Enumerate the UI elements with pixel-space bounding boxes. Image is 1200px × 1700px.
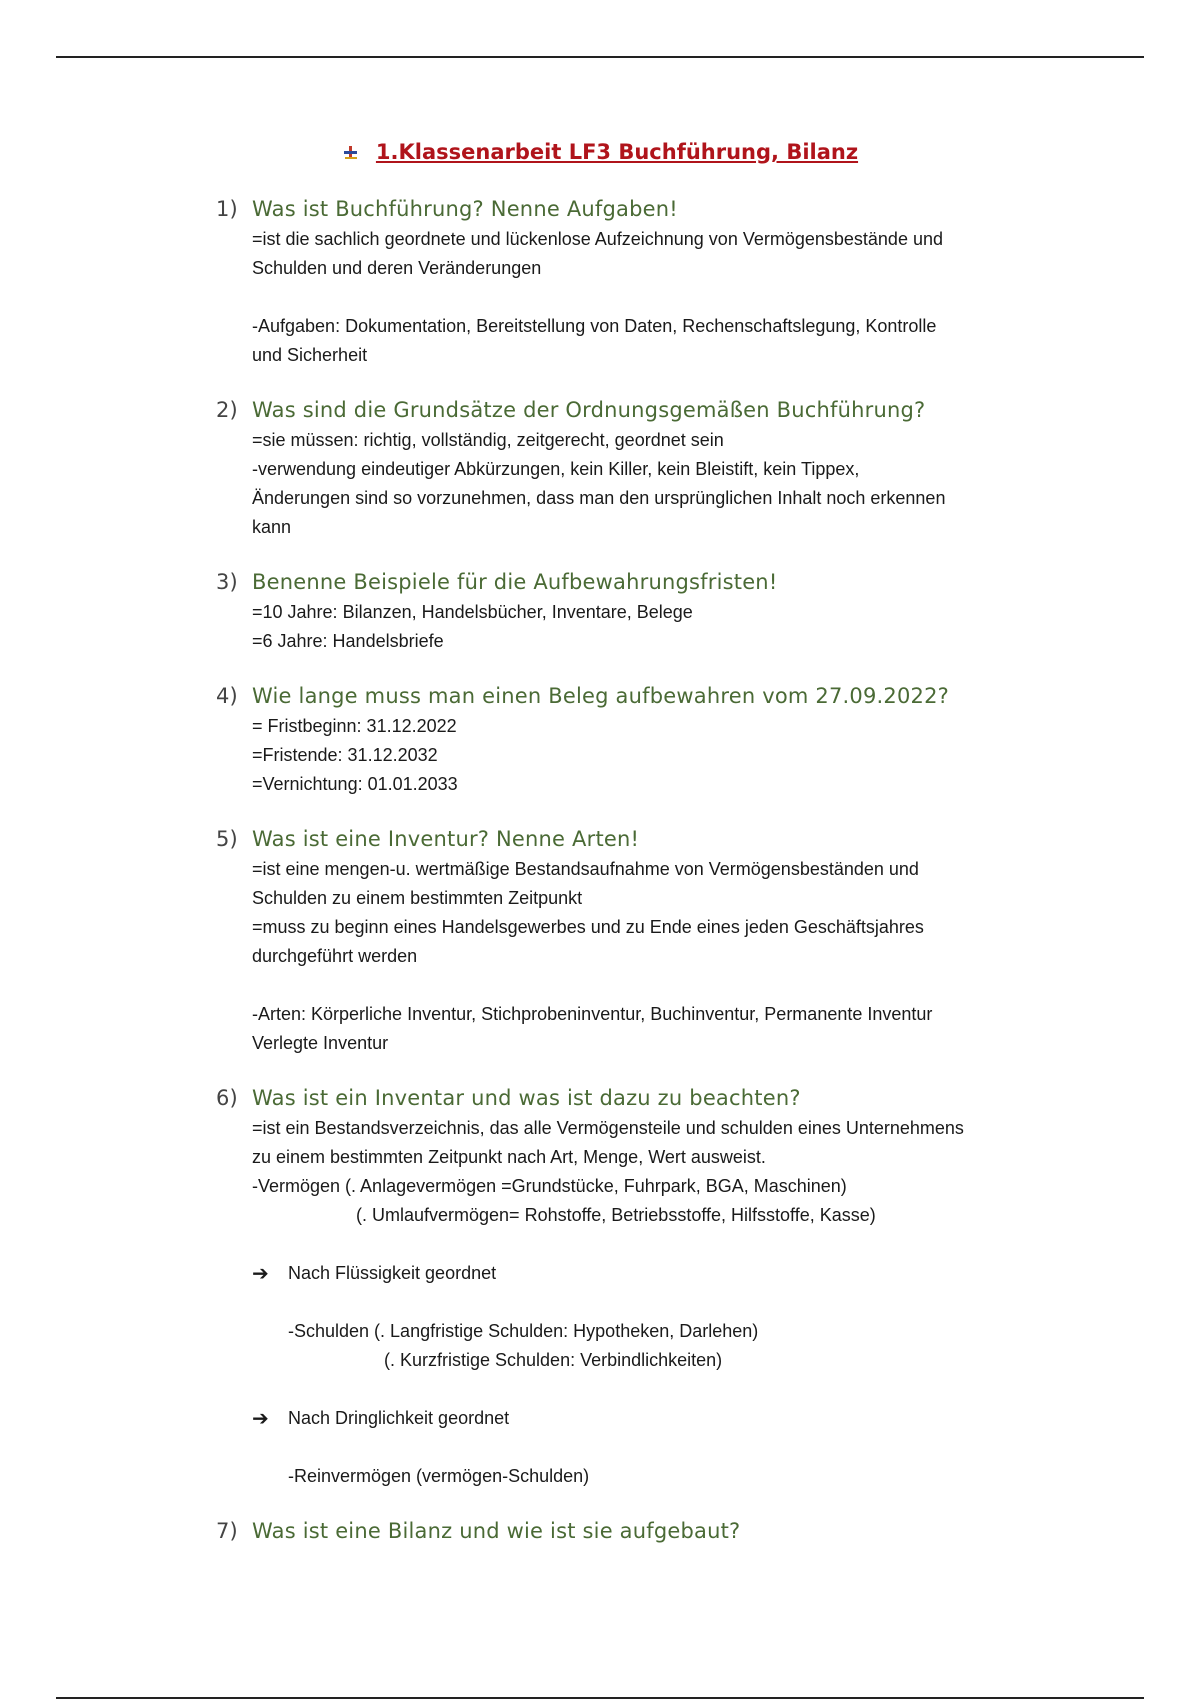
- answer-line: =6 Jahre: Handelsbriefe: [252, 631, 444, 651]
- right-arrow-icon: ➔: [252, 1261, 269, 1285]
- top-rule: [56, 56, 1144, 58]
- answer: [252, 225, 1056, 370]
- answer-line: -Aufgaben: Dokumentation, Bereitstellung von Daten, Rechenschaftslegung, Kontrolle: [252, 316, 937, 336]
- answer-line: Änderungen sind so vorzunehmen, dass man den ursprünglichen Inhalt noch erkennen: [252, 488, 946, 508]
- question-text: Was ist eine Inventur? Nenne Arten!: [252, 827, 640, 851]
- page-title: [0, 140, 1200, 164]
- right-arrow-icon: ➔: [252, 1406, 269, 1430]
- answer-line: =Vernichtung: 01.01.2033: [252, 774, 458, 794]
- answer-line: =ist ein Bestandsverzeichnis, das alle Vermögensteile und schulden eines Unternehmens: [252, 1118, 964, 1138]
- bottom-rule: [56, 1697, 1144, 1699]
- question-heading: [216, 394, 1056, 426]
- question-text: Was sind die Grundsätze der Ordnungsgemäßen Buchführung?: [252, 398, 926, 422]
- answer-line: durchgeführt werden: [252, 946, 418, 966]
- answer-line: =muss zu beginn eines Handelsgewerbes und zu Ende eines jeden Geschäftsjahres: [252, 917, 924, 937]
- question-2: [216, 394, 1056, 542]
- answer-line: Verlegte Inventur: [252, 1033, 389, 1053]
- answer-line: -Schulden (. Langfristige Schulden: Hypotheken, Darlehen): [288, 1321, 759, 1341]
- answer-line: -verwendung eindeutiger Abkürzungen, kein Killer, kein Bleistift, kein Tippex,: [252, 459, 860, 479]
- answer-line: =sie müssen: richtig, vollständig, zeitgerecht, geordnet sein: [252, 430, 724, 450]
- answer-line: -Reinvermögen (vermögen-Schulden): [288, 1466, 590, 1486]
- question-text: Was ist eine Bilanz und wie ist sie aufgebaut?: [252, 1519, 741, 1543]
- list-marker-icon: [342, 143, 360, 161]
- question-number: 2): [216, 398, 238, 422]
- question-heading: [216, 193, 1056, 225]
- question-number: 6): [216, 1086, 238, 1110]
- answer-line: -Vermögen (. Anlagevermögen =Grundstücke, Fuhrpark, BGA, Maschinen): [252, 1176, 847, 1196]
- answer: [252, 712, 1056, 799]
- answer-line: (. Kurzfristige Schulden: Verbindlichkeiten): [384, 1350, 723, 1370]
- answer: [252, 426, 1056, 542]
- answer-line: Schulden und deren Veränderungen: [252, 258, 542, 278]
- question-heading: [216, 823, 1056, 855]
- document-body: [216, 193, 1056, 1571]
- answer-line: Schulden zu einem bestimmten Zeitpunkt: [252, 888, 583, 908]
- question-text: Wie lange muss man einen Beleg aufbewahren vom 27.09.2022?: [252, 684, 950, 708]
- answer-line: =ist die sachlich geordnete und lückenlose Aufzeichnung von Vermögensbestände und: [252, 229, 943, 249]
- question-number: 1): [216, 197, 238, 221]
- answer-line: =Fristende: 31.12.2032: [252, 745, 438, 765]
- question-heading: [216, 566, 1056, 598]
- answer-line: =10 Jahre: Bilanzen, Handelsbücher, Inventare, Belege: [252, 602, 693, 622]
- answer-line: =ist eine mengen-u. wertmäßige Bestandsaufnahme von Vermögensbeständen und: [252, 859, 919, 879]
- question-3: [216, 566, 1056, 656]
- answer-line: und Sicherheit: [252, 345, 368, 365]
- answer-line: zu einem bestimmten Zeitpunkt nach Art, Menge, Wert ausweist.: [252, 1147, 766, 1167]
- question-text: Was ist ein Inventar und was ist dazu zu beachten?: [252, 1086, 801, 1110]
- arrow-item: [252, 1404, 1056, 1433]
- answer-line: = Fristbeginn: 31.12.2022: [252, 716, 457, 736]
- question-7: [216, 1515, 1056, 1547]
- answer: [252, 1114, 1056, 1491]
- answer: [252, 598, 1056, 656]
- question-text: Was ist Buchführung? Nenne Aufgaben!: [252, 197, 678, 221]
- question-heading: [216, 1515, 1056, 1547]
- title-text: 1.Klassenarbeit LF3 Buchführung, Bilanz: [375, 140, 859, 164]
- question-1: [216, 193, 1056, 370]
- question-heading: [216, 1082, 1056, 1114]
- answer-line: (. Umlaufvermögen= Rohstoffe, Betriebsstoffe, Hilfsstoffe, Kasse): [356, 1205, 876, 1225]
- question-5: [216, 823, 1056, 1058]
- answer-line: -Arten: Körperliche Inventur, Stichprobeninventur, Buchinventur, Permanente Inventur: [252, 1004, 933, 1024]
- question-text: Benenne Beispiele für die Aufbewahrungsfristen!: [252, 570, 778, 594]
- question-heading: [216, 680, 1056, 712]
- answer-line: kann: [252, 517, 292, 537]
- question-number: 5): [216, 827, 238, 851]
- question-number: 7): [216, 1519, 238, 1543]
- arrow-item-text: Nach Flüssigkeit geordnet: [288, 1263, 497, 1283]
- question-number: 4): [216, 684, 238, 708]
- question-number: 3): [216, 570, 238, 594]
- question-6: [216, 1082, 1056, 1491]
- answer: [252, 855, 1056, 1058]
- arrow-item: [252, 1259, 1056, 1288]
- question-4: [216, 680, 1056, 799]
- arrow-item-text: Nach Dringlichkeit geordnet: [288, 1408, 510, 1428]
